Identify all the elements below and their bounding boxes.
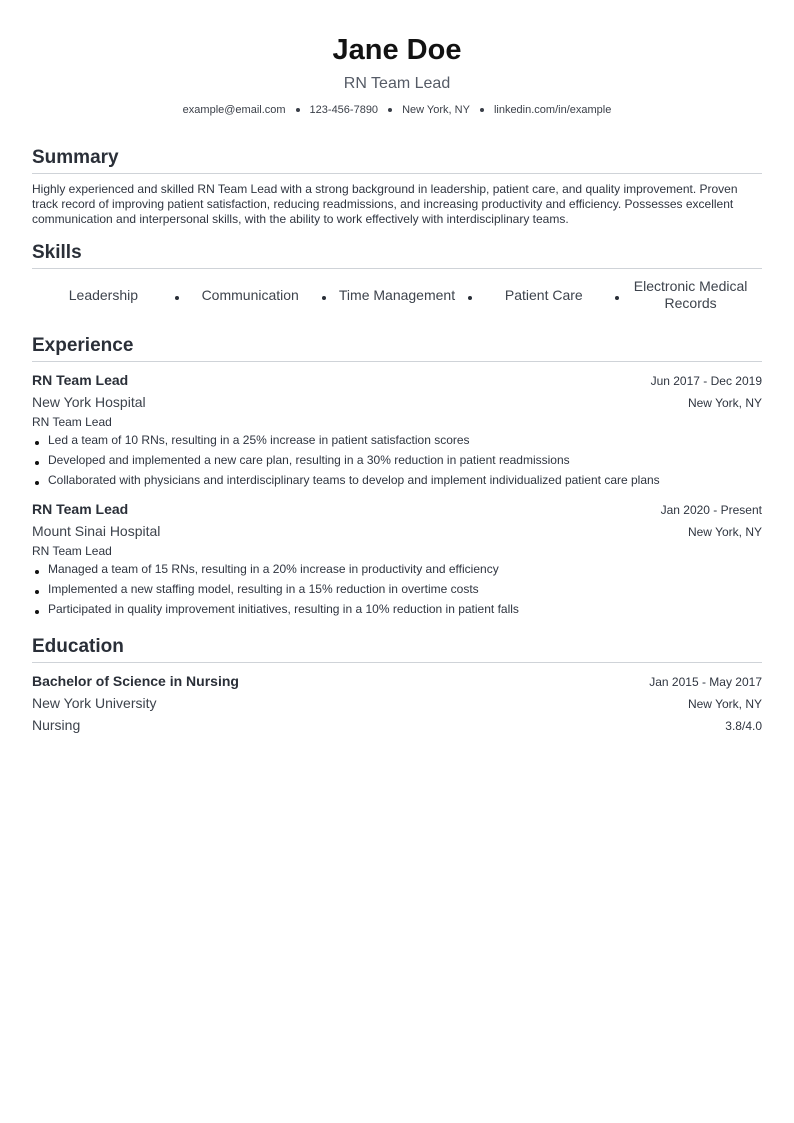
- job-bullets: [32, 562, 762, 617]
- skill-item: Time Management: [338, 286, 456, 303]
- contact-linkedin[interactable]: linkedin.com/in/example: [493, 104, 612, 116]
- field-of-study: Nursing: [32, 717, 81, 733]
- job-dates: Jan 2020 - Present: [660, 503, 762, 517]
- bullet-text: Developed and implemented a new care plan, resulting in a 30% reduction in patient readmissions: [48, 453, 570, 467]
- education-section: [32, 635, 762, 736]
- skill-item: Communication: [201, 286, 299, 303]
- skill-item: Patient Care: [504, 286, 583, 303]
- bullet-text: Participated in quality improvement initiatives, resulting in a 10% reduction in patient falls: [48, 602, 519, 616]
- section-title-education: Education: [32, 635, 762, 663]
- job-title: RN Team Lead: [32, 372, 129, 388]
- job-position: RN Team Lead: [32, 544, 112, 558]
- list-item: [32, 562, 762, 577]
- skills-section: [32, 241, 762, 312]
- list-item: [32, 433, 762, 448]
- candidate-name: Jane Doe: [332, 34, 462, 66]
- bullet-icon: [35, 441, 39, 445]
- summary-section: [32, 146, 762, 227]
- section-title-summary: Summary: [32, 146, 762, 174]
- job-location: New York, NY: [687, 396, 762, 410]
- experience-section: [32, 334, 762, 617]
- job-bullets: [32, 433, 762, 488]
- contact-phone[interactable]: 123-456-7890: [309, 104, 379, 116]
- list-item: [32, 602, 762, 617]
- job-position: RN Team Lead: [32, 415, 112, 429]
- bullet-separator-icon: [480, 108, 484, 112]
- skill-item: Leadership: [68, 286, 139, 303]
- list-item: [32, 582, 762, 597]
- school-name: New York University: [32, 695, 157, 711]
- bullet-icon: [35, 610, 39, 614]
- contact-email[interactable]: example@email.com: [182, 104, 286, 116]
- experience-entry: [32, 500, 762, 617]
- bullet-separator-icon: [388, 108, 392, 112]
- bullet-text: Collaborated with physicians and interdisciplinary teams to develop and implement individualized patient care plans: [48, 473, 660, 487]
- job-location: New York, NY: [687, 525, 762, 539]
- bullet-icon: [35, 481, 39, 485]
- bullet-icon: [35, 590, 39, 594]
- job-title: RN Team Lead: [32, 501, 129, 517]
- list-item: [32, 453, 762, 468]
- bullet-icon: [35, 461, 39, 465]
- section-title-experience: Experience: [32, 334, 762, 362]
- candidate-role: RN Team Lead: [343, 75, 451, 92]
- employer-name: New York Hospital: [32, 394, 146, 410]
- bullet-icon: [35, 570, 39, 574]
- job-dates: Jun 2017 - Dec 2019: [650, 374, 762, 388]
- bullet-text: Managed a team of 15 RNs, resulting in a 20% increase in productivity and efficiency: [48, 562, 499, 576]
- experience-entry: [32, 371, 762, 488]
- contact-line: [32, 103, 762, 117]
- gpa: 3.8/4.0: [725, 719, 762, 733]
- employer-name: Mount Sinai Hospital: [32, 523, 161, 539]
- list-item: [32, 473, 762, 488]
- contact-location: New York, NY: [402, 104, 470, 116]
- resume-header: [32, 32, 762, 117]
- summary-text: Highly experienced and skilled RN Team Lead with a strong background in leadership, patient care, and quality improvement. Proven track record of improving patient satisfaction, reducing readmissions, and increasing productivity and efficiency. Possesses excellent communication and interpersonal skills, with the ability to work effectively with interdisciplinary teams.: [32, 182, 738, 226]
- bullet-separator-icon: [296, 108, 300, 112]
- skill-item: Electronic Medical Records: [633, 278, 748, 311]
- bullet-text: Led a team of 10 RNs, resulting in a 25% increase in patient satisfaction scores: [48, 433, 470, 447]
- education-entry: [32, 672, 762, 736]
- section-title-skills: Skills: [32, 241, 762, 269]
- skills-list: [32, 278, 762, 312]
- education-dates: Jan 2015 - May 2017: [649, 675, 762, 689]
- school-location: New York, NY: [687, 697, 762, 711]
- degree-name: Bachelor of Science in Nursing: [32, 673, 239, 689]
- bullet-text: Implemented a new staffing model, resulting in a 15% reduction in overtime costs: [48, 582, 479, 596]
